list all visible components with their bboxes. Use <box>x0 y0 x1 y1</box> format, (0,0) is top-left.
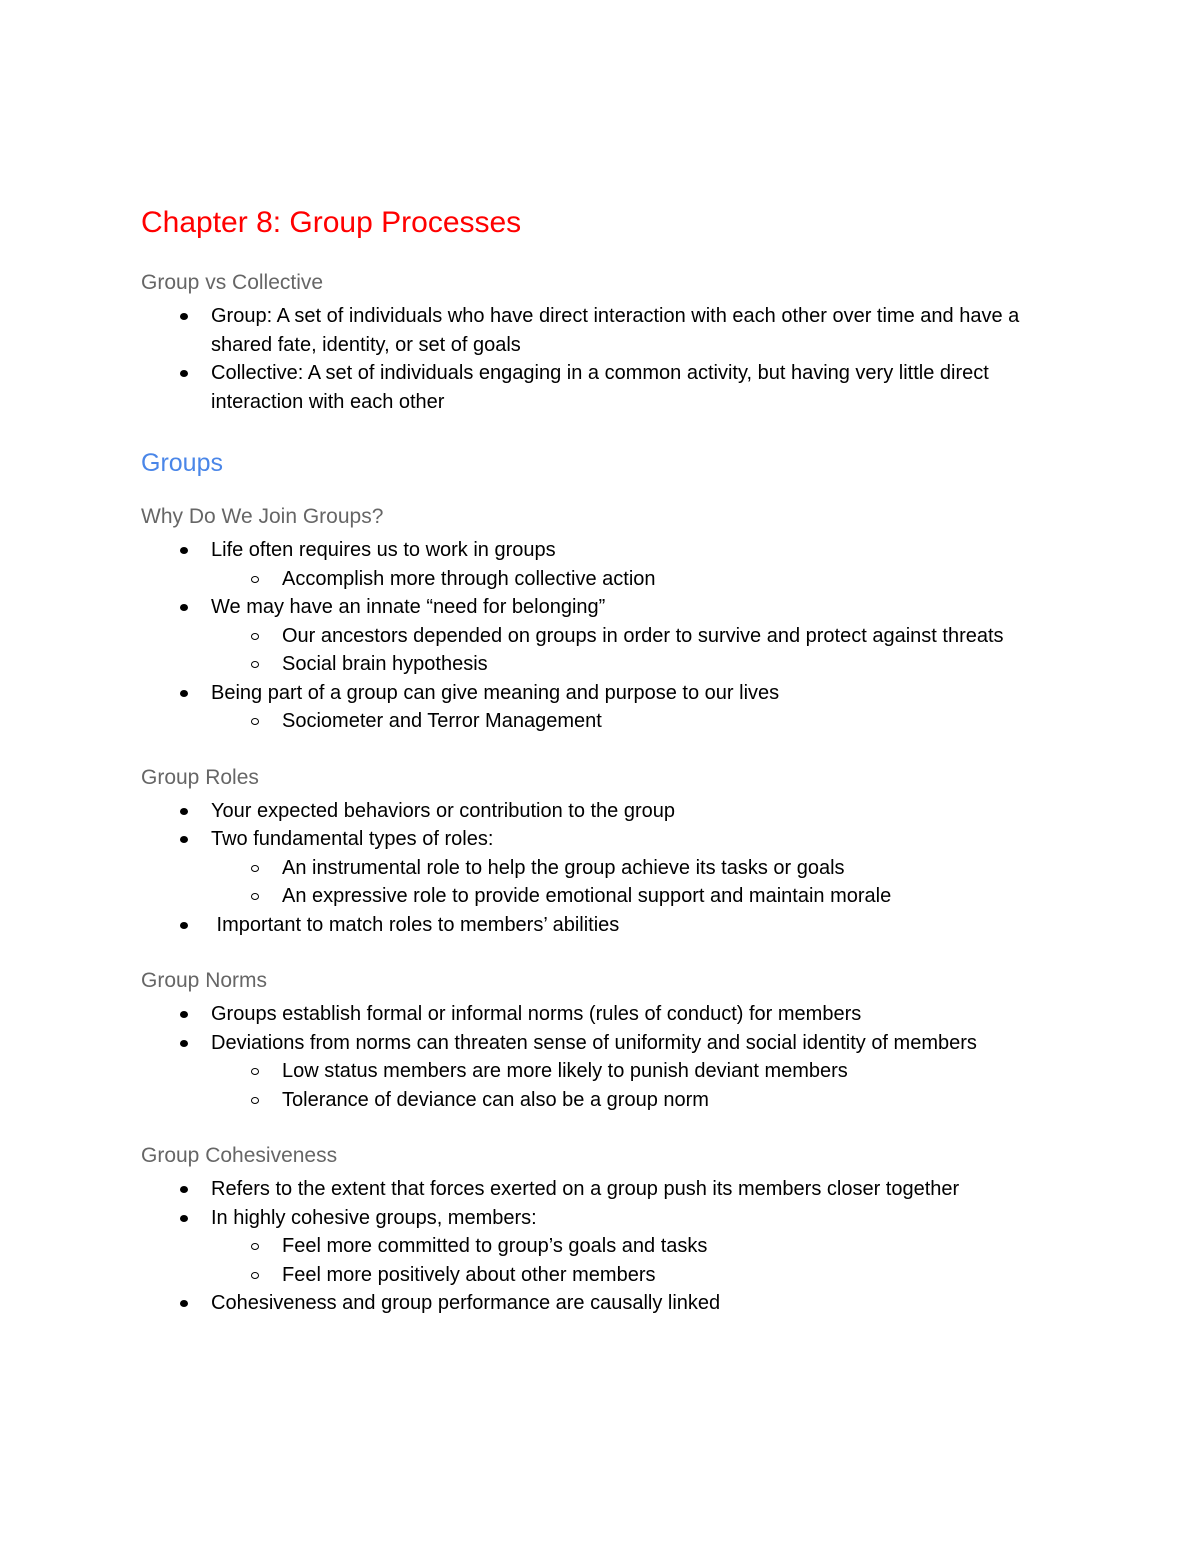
heading-group-vs-collective: Group vs Collective <box>141 271 324 294</box>
sublist-item <box>141 882 1061 911</box>
heading-group-cohesiveness: Group Cohesiveness <box>141 1144 338 1167</box>
sublist-item-text: Our ancestors depended on groups in order to survive and protect against threats <box>282 624 1004 647</box>
list-item-text: Life often requires us to work in groups <box>211 539 556 561</box>
document-page <box>141 202 1061 1318</box>
list-group-cohesiveness <box>141 1175 1061 1318</box>
list-item <box>141 302 1061 359</box>
hollow-bullet-icon <box>251 633 259 640</box>
heading-why-join: Why Do We Join Groups? <box>141 505 384 528</box>
sublist <box>211 1232 1061 1289</box>
list-item-text: We may have an innate “need for belonging” <box>211 596 606 618</box>
spacer <box>141 736 1061 763</box>
sublist-item-text: Low status members are more likely to punish deviant members <box>282 1060 848 1082</box>
bullet-icon <box>180 370 188 377</box>
bullet-icon <box>180 313 188 320</box>
list-item-text: In highly cohesive groups, members: <box>211 1206 537 1229</box>
sublist <box>211 707 1061 736</box>
sublist-item-text: An instrumental role to help the group achieve its tasks or goals <box>282 856 845 879</box>
list-item <box>141 1000 1061 1029</box>
sublist-item-text: An expressive role to provide emotional support and maintain morale <box>282 885 892 907</box>
list-item <box>141 825 1061 911</box>
list-group-norms <box>141 1000 1061 1114</box>
hollow-bullet-icon <box>251 576 259 583</box>
bullet-icon <box>180 1300 188 1307</box>
sublist-item <box>141 565 1061 594</box>
list-item-text: Being part of a group can give meaning and purpose to our lives <box>211 681 780 704</box>
bullet-icon <box>180 690 188 697</box>
list-why-join <box>141 536 1061 736</box>
sublist <box>211 565 1061 594</box>
sublist-item-text: Social brain hypothesis <box>282 653 488 675</box>
list-group-roles <box>141 797 1061 940</box>
sublist-item <box>141 650 1061 679</box>
sublist-item <box>141 622 1061 651</box>
bullet-icon <box>180 808 188 815</box>
hollow-bullet-icon <box>251 893 259 900</box>
bullet-icon <box>180 1186 188 1193</box>
sublist-item-text: Feel more committed to group’s goals and tasks <box>282 1235 708 1257</box>
sublist-item-text: Sociometer and Terror Management <box>282 710 602 732</box>
page-title: Chapter 8: Group Processes <box>141 206 522 239</box>
bullet-icon <box>180 836 188 843</box>
sublist-item <box>141 1086 1061 1115</box>
bullet-icon <box>180 1040 188 1047</box>
spacer <box>141 416 1061 446</box>
spacer <box>141 1114 1061 1141</box>
list-group-vs-collective <box>141 302 1061 416</box>
sublist-item-text: Feel more positively about other members <box>282 1263 656 1286</box>
list-item-text: Collective: A set of individuals engaging in a common activity, but having very little direct interaction with each other <box>211 362 989 413</box>
sublist-item-text: Accomplish more through collective action <box>282 567 656 590</box>
sublist-item <box>141 707 1061 736</box>
bullet-icon <box>180 547 188 554</box>
list-item <box>141 1204 1061 1290</box>
list-item-text: Refers to the extent that forces exerted on a group push its members closer together <box>211 1178 960 1200</box>
spacer <box>141 939 1061 966</box>
spacer <box>141 480 1061 502</box>
list-item <box>141 536 1061 593</box>
bullet-icon <box>180 1011 188 1018</box>
list-item <box>141 911 1061 940</box>
list-item <box>141 1175 1061 1204</box>
list-item-text: Cohesiveness and group performance are causally linked <box>211 1292 721 1314</box>
spacer <box>141 244 1061 268</box>
sublist-item <box>141 854 1061 883</box>
hollow-bullet-icon <box>251 1068 259 1075</box>
sublist-item <box>141 1232 1061 1261</box>
list-item-text: Group: A set of individuals who have direct interaction with each other over time and have a shared fate, identity, or set of goals <box>211 305 1020 356</box>
list-item-text: Groups establish formal or informal norms (rules of conduct) for members <box>211 1003 862 1025</box>
heading-group-roles: Group Roles <box>141 765 259 789</box>
list-item-text: Important to match roles to members’ abilities <box>211 913 620 936</box>
sublist <box>211 1057 1061 1114</box>
list-item-text: Two fundamental types of roles: <box>211 828 494 850</box>
sublist <box>211 854 1061 911</box>
hollow-bullet-icon <box>251 718 259 725</box>
sublist <box>211 622 1061 679</box>
bullet-icon <box>180 922 188 929</box>
hollow-bullet-icon <box>251 661 259 668</box>
sublist-item <box>141 1261 1061 1290</box>
heading-group-norms: Group Norms <box>141 969 268 992</box>
heading-groups: Groups <box>141 449 223 477</box>
bullet-icon <box>180 1215 188 1222</box>
list-item-text: Deviations from norms can threaten sense of uniformity and social identity of members <box>211 1031 977 1054</box>
list-item-text: Your expected behaviors or contribution to the group <box>211 799 676 822</box>
list-item <box>141 359 1061 416</box>
sublist-item-text: Tolerance of deviance can also be a group norm <box>282 1088 709 1111</box>
list-item <box>141 1289 1061 1318</box>
bullet-icon <box>180 604 188 611</box>
hollow-bullet-icon <box>251 1272 259 1279</box>
list-item <box>141 593 1061 679</box>
sublist-item <box>141 1057 1061 1086</box>
list-item <box>141 679 1061 736</box>
hollow-bullet-icon <box>251 1097 259 1104</box>
list-item <box>141 1029 1061 1115</box>
list-item <box>141 797 1061 826</box>
hollow-bullet-icon <box>251 1243 259 1250</box>
hollow-bullet-icon <box>251 865 259 872</box>
